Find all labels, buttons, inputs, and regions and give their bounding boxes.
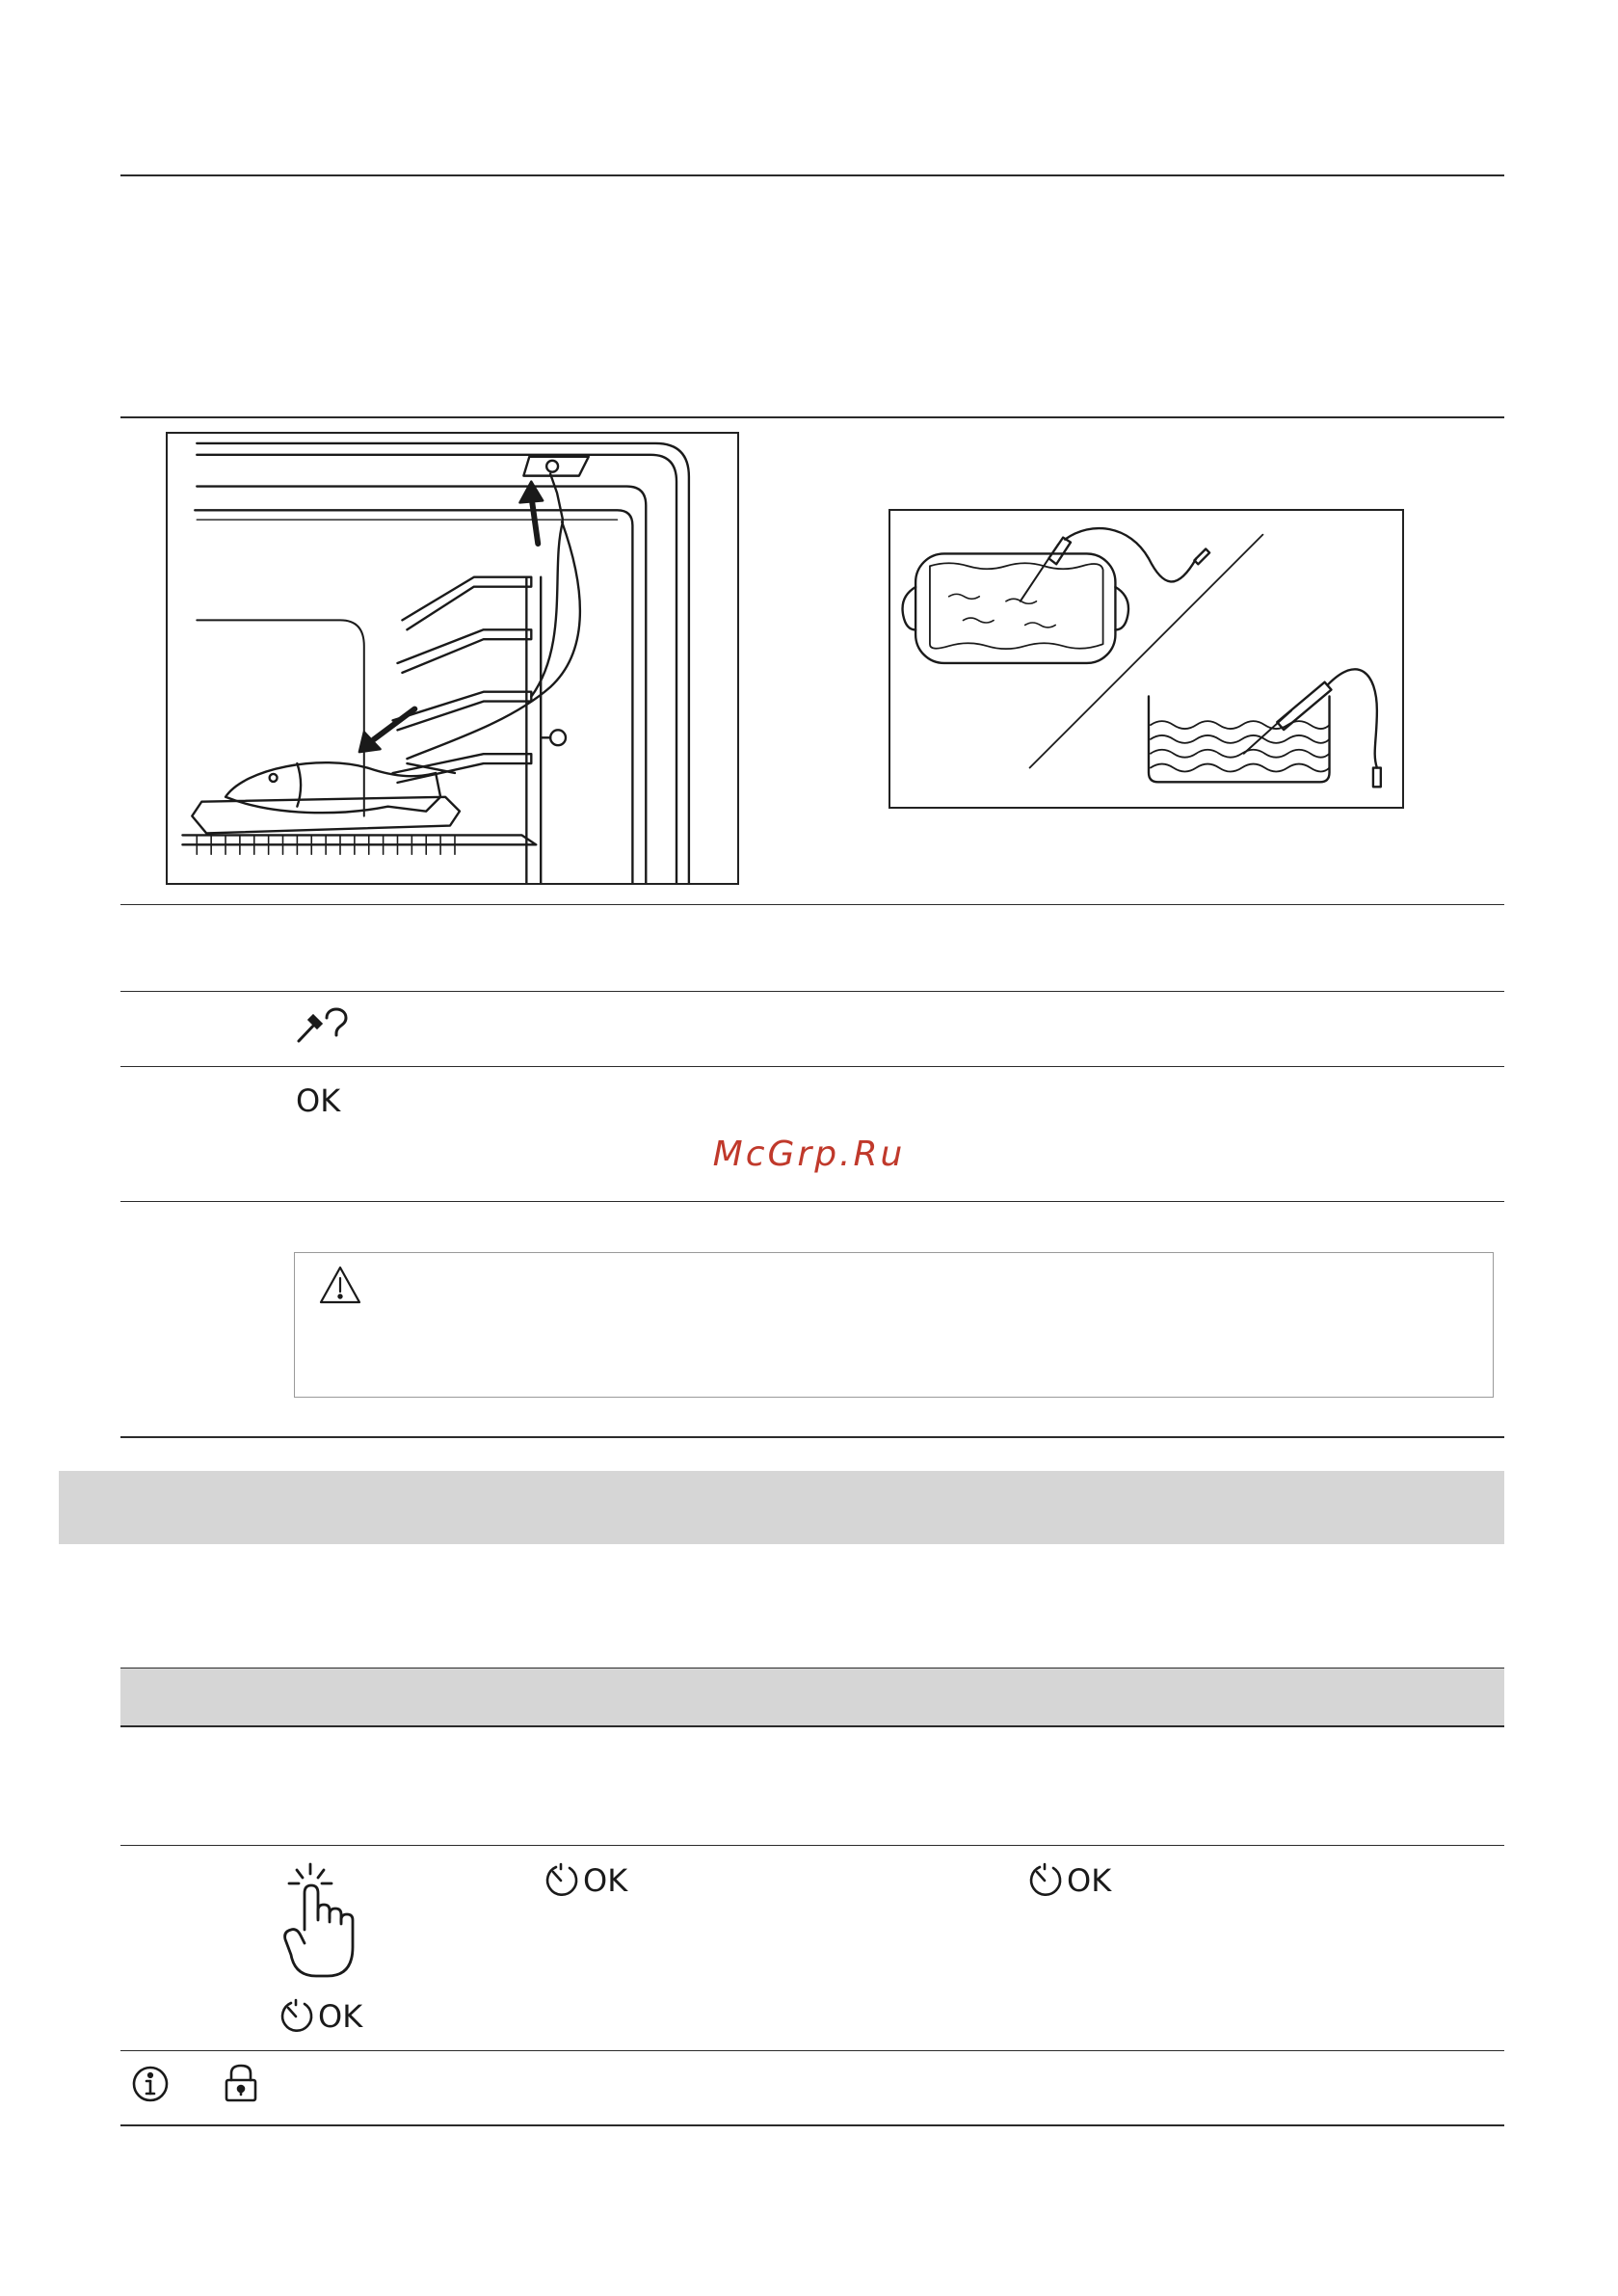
timer-icon [278,1997,314,2036]
table-rule [120,1725,1504,1727]
timer-ok-indicator [543,1861,627,1900]
table-rule [120,1066,1504,1067]
probe-liquid-illustration [889,509,1404,809]
table-rule [120,904,1504,905]
timer-ok-indicator [1026,1861,1111,1900]
watermark: McGrp.Ru [712,1135,906,1174]
ok-label: OK [296,1082,341,1119]
ok-label: OK [318,1998,363,2035]
timer-icon [543,1861,579,1900]
section-heading-band [59,1471,1504,1544]
info-icon [131,2065,170,2103]
table-rule [120,1845,1504,1846]
table-rule [120,991,1504,992]
table-header-band [120,1669,1504,1725]
warning-triangle-icon [318,1265,362,1305]
table-rule [120,416,1504,418]
table-rule [120,2050,1504,2051]
warning-box [294,1252,1494,1398]
ok-label: OK [1067,1862,1112,1899]
table-rule-top [120,174,1504,176]
table-rule-bottom [120,2124,1504,2126]
meat-probe-icon [294,1002,352,1047]
oven-probe-illustration [166,432,739,885]
finger-touch-icon [281,1862,358,1980]
table-rule-bottom [120,1436,1504,1438]
lock-icon [223,2063,259,2103]
timer-ok-indicator [278,1997,362,2036]
ok-label: OK [583,1862,628,1899]
table-rule [120,1201,1504,1202]
timer-icon [1026,1861,1063,1900]
